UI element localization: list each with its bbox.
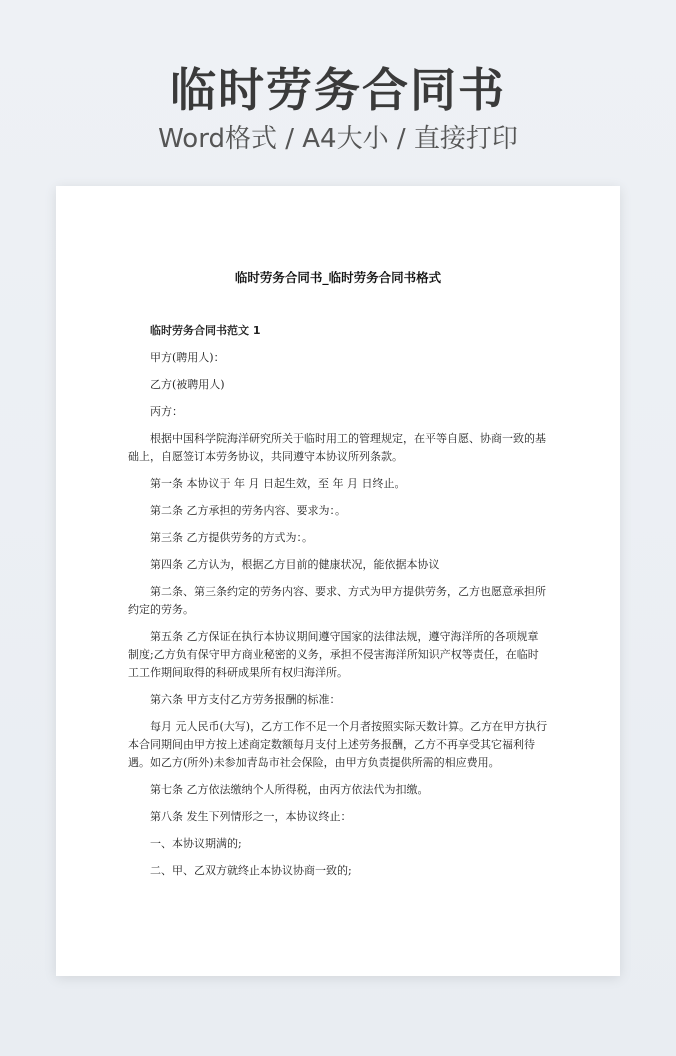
document-paragraph: 第五条 乙方保证在执行本协议期间遵守国家的法律法规，遵守海洋所的各项规章制度;乙方负有保守甲方商业秘密的义务，承担不侵害海洋所知识产权等责任，在临时工工作期间取得的科研成果所有权归海洋所。 [128, 630, 539, 679]
document-heading: 临时劳务合同书范文 1 [150, 324, 261, 337]
document-paragraph: 丙方： [150, 405, 183, 418]
document-paragraph: 第七条 乙方依法缴纳个人所得税，由丙方依法代为扣缴。 [150, 783, 429, 796]
document-paragraph: 第一条 本协议于 年 月 日起生效，至 年 月 日终止。 [150, 477, 406, 490]
document-paragraph: 二、甲、乙双方就终止本协议协商一致的; [150, 864, 352, 877]
document-paragraph: 每月 元人民币(大写)，乙方工作不足一个月者按照实际天数计算。乙方在甲方执行本合同期间由甲方按上述商定数额每月支付上述劳务报酬，乙方不再享受其它福利待遇。如乙方(所外)未参加青岛市社会保险，由甲方负责提供所需的相应费用。 [128, 720, 548, 769]
document-paragraph: 乙方(被聘用人) [150, 378, 225, 391]
page-header [0, 60, 676, 156]
document-paragraph: 第八条 发生下列情形之一，本协议终止： [150, 810, 352, 823]
page-subtitle: Word格式 / A4大小 / 直接打印 [158, 124, 518, 154]
page-title: 临时劳务合同书 [170, 63, 506, 117]
document-paragraph: 根据中国科学院海洋研究所关于临时用工的管理规定，在平等自愿、协商一致的基础上，自愿签订本劳务协议，共同遵守本协议所列条款。 [128, 432, 546, 463]
document-body [128, 322, 548, 889]
document-title: 临时劳务合同书_临时劳务合同书格式 [234, 270, 442, 285]
document-paragraph: 第三条 乙方提供劳务的方式为：。 [150, 531, 313, 544]
document-paragraph: 第六条 甲方支付乙方劳务报酬的标准： [150, 693, 341, 706]
document-paragraph: 第四条 乙方认为，根据乙方目前的健康状况，能依据本协议 [150, 558, 440, 571]
document-paragraph: 第二条、第三条约定的劳务内容、要求、方式为甲方提供劳务，乙方也愿意承担所约定的劳务。 [128, 585, 546, 616]
document-paragraph: 第二条 乙方承担的劳务内容、要求为：。 [150, 504, 346, 517]
document-paragraph: 甲方(聘用人)： [150, 351, 225, 364]
document-paragraph: 一、本协议期满的; [150, 837, 242, 850]
document-page [56, 186, 620, 976]
